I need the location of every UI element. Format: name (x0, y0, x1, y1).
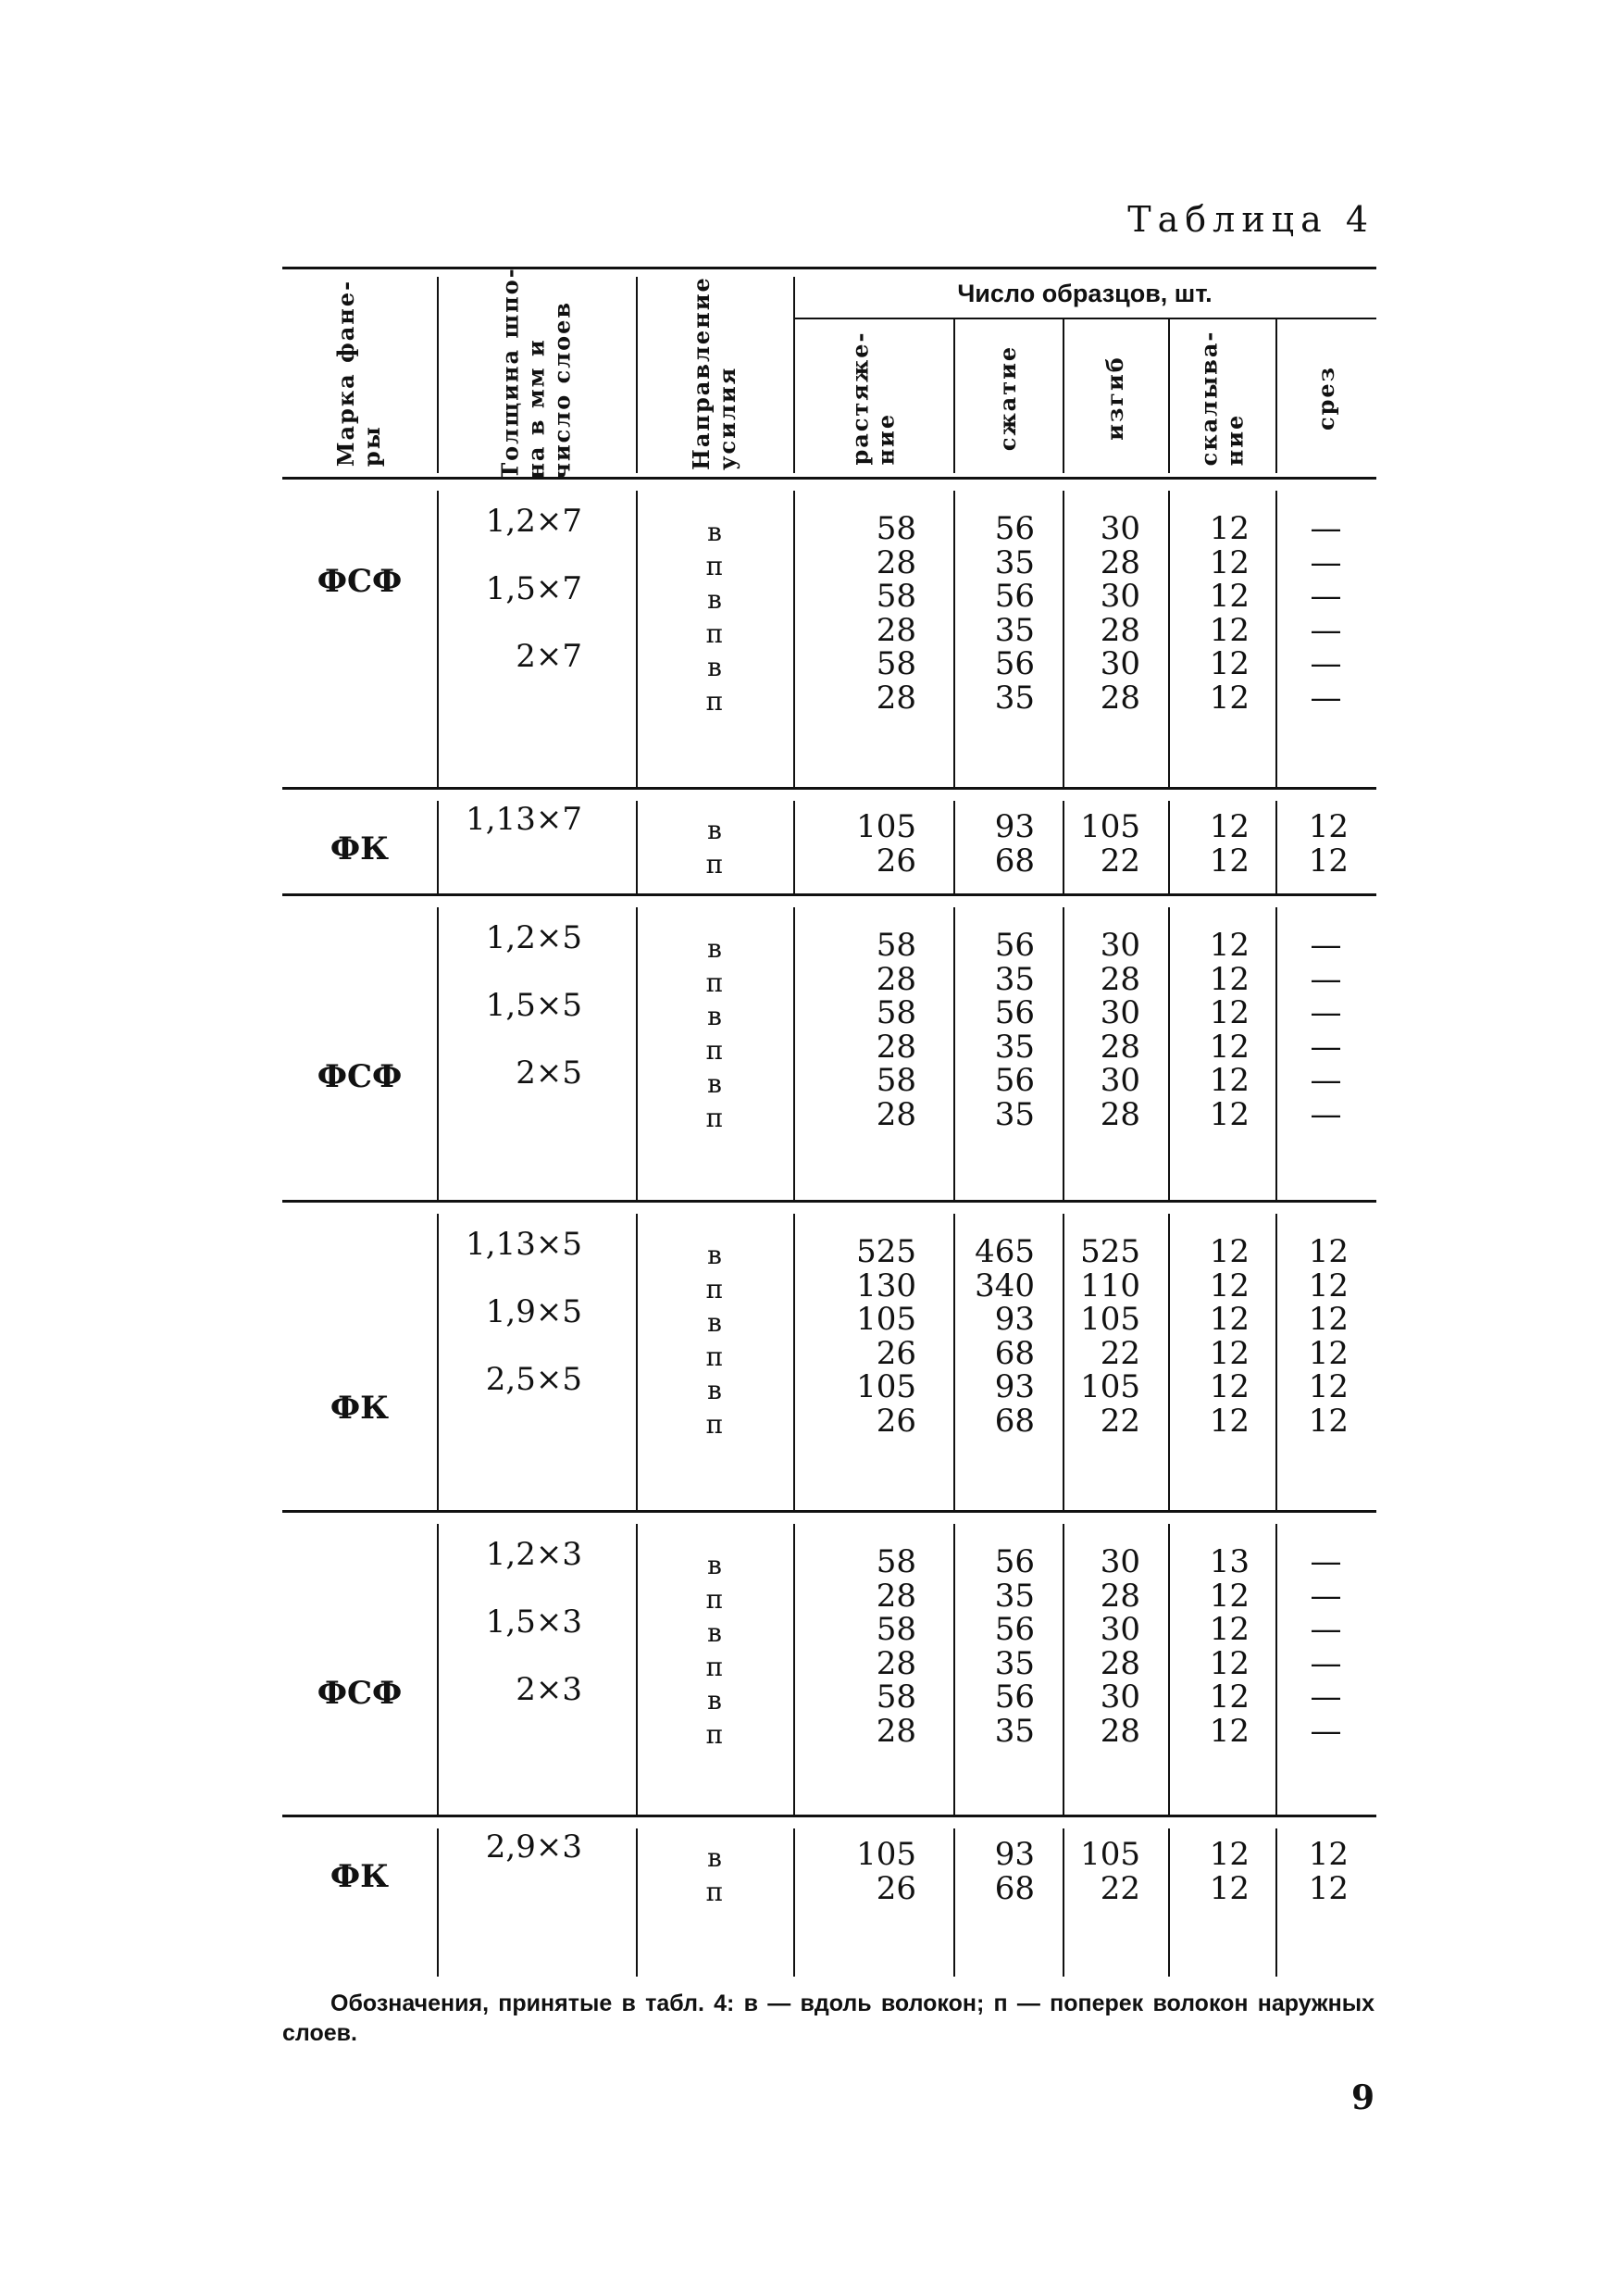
count-column-cut (1275, 1838, 1376, 1905)
count-value: 26 (876, 1869, 916, 1907)
count-value: 28 (876, 1712, 916, 1750)
direction-value: в (707, 652, 722, 682)
count-column-shear-chip (1168, 1545, 1275, 1748)
header-mark (282, 269, 437, 477)
count-value: 35 (994, 543, 1035, 581)
count-value: 56 (994, 927, 1035, 964)
thickness-column (437, 1830, 636, 1898)
plywood-grade: ФСФ (317, 1675, 403, 1712)
direction-value: в (707, 1375, 722, 1405)
row-group (282, 1510, 1376, 1815)
count-value: — (1310, 927, 1342, 964)
count-value: 56 (994, 510, 1035, 547)
header-label: растяже- ние (846, 331, 900, 466)
count-value: 12 (1308, 1301, 1349, 1338)
count-column-bending (1063, 1838, 1168, 1905)
direction-value: п (705, 1718, 724, 1750)
direction-column (636, 1549, 793, 1752)
count-value: 35 (994, 1712, 1035, 1750)
thickness-value: 2×3 (516, 1671, 582, 1708)
count-value: — (1310, 1611, 1342, 1648)
direction-value: п (705, 1876, 724, 1907)
count-value: — (1310, 578, 1342, 615)
count-value: 28 (876, 960, 916, 998)
count-value: — (1310, 1095, 1342, 1133)
header-shear-chip (1168, 319, 1275, 477)
count-value: 12 (1209, 543, 1250, 581)
count-value: 26 (876, 1334, 916, 1372)
header-sample-count: Число образцов, шт. (793, 269, 1376, 319)
direction-value: п (705, 1341, 724, 1372)
count-value: 12 (1209, 1095, 1250, 1133)
count-value: 28 (1100, 1712, 1140, 1750)
direction-value: в (707, 1617, 722, 1648)
thickness-value: 2,9×3 (485, 1828, 582, 1866)
count-value: 93 (994, 1368, 1035, 1405)
count-value: 58 (876, 994, 916, 1031)
direction-value: п (705, 685, 724, 717)
thickness-value: 1,2×7 (485, 503, 582, 540)
count-value: 12 (1209, 1678, 1250, 1716)
direction-value: в (707, 1550, 722, 1580)
count-value: 22 (1100, 1402, 1140, 1440)
count-value: 35 (994, 1577, 1035, 1615)
thickness-column (437, 1228, 636, 1430)
direction-value: п (705, 1408, 724, 1440)
thickness-column (437, 1538, 636, 1741)
count-value: 105 (856, 1368, 916, 1405)
count-value: 35 (994, 1095, 1035, 1133)
count-value: 105 (1080, 1836, 1140, 1873)
direction-value: п (705, 1034, 724, 1066)
count-value: 110 (1080, 1267, 1140, 1304)
count-column-cut (1275, 810, 1376, 878)
count-value: 12 (1209, 1611, 1250, 1648)
header-label: изгиб (1101, 356, 1128, 441)
count-value: 93 (994, 1836, 1035, 1873)
count-value: 58 (876, 927, 916, 964)
count-value: 28 (876, 1644, 916, 1682)
count-column-compression (953, 1235, 1063, 1438)
header-label: сжатие (994, 344, 1021, 452)
count-value: 12 (1209, 1368, 1250, 1405)
page-number: 9 (1350, 2078, 1374, 2117)
thickness-column (437, 921, 636, 1124)
column-divider (793, 277, 795, 473)
count-value: 28 (1100, 679, 1140, 717)
direction-value: в (707, 1068, 722, 1099)
direction-value: в (707, 517, 722, 547)
thickness-value: 1,5×3 (485, 1603, 582, 1641)
count-column-cut (1275, 929, 1376, 1131)
direction-value: п (705, 550, 724, 581)
count-value: 12 (1308, 1267, 1349, 1304)
thickness-value: 2×7 (516, 638, 582, 675)
count-value: 93 (994, 808, 1035, 845)
count-column-compression (953, 1545, 1063, 1748)
count-value: 12 (1209, 578, 1250, 615)
count-value: 12 (1209, 645, 1250, 682)
direction-value: п (705, 1102, 724, 1133)
count-value: 465 (975, 1233, 1035, 1270)
plywood-grade: ФК (330, 1390, 390, 1427)
thickness-value: 2,5×5 (485, 1361, 582, 1398)
count-value: 28 (1100, 1644, 1140, 1682)
table-header (282, 267, 1376, 480)
count-column-bending (1063, 1235, 1168, 1438)
count-column-tension (793, 1545, 953, 1748)
count-column-tension (793, 512, 953, 715)
count-value: — (1310, 1678, 1342, 1716)
plywood-grade: ФСФ (317, 563, 403, 600)
direction-value: в (707, 933, 722, 964)
thickness-value: 1,5×7 (485, 570, 582, 607)
count-value: 105 (1080, 1368, 1140, 1405)
count-value: 12 (1209, 808, 1250, 845)
count-value: 56 (994, 994, 1035, 1031)
count-value: 26 (876, 1402, 916, 1440)
count-value: 12 (1209, 1062, 1250, 1099)
direction-value: п (705, 848, 724, 880)
count-value: 28 (1100, 1028, 1140, 1066)
count-value: 28 (876, 679, 916, 717)
thickness-value: 1,5×5 (485, 987, 582, 1024)
count-value: 35 (994, 611, 1035, 649)
count-column-tension (793, 810, 953, 878)
count-value: 12 (1209, 679, 1250, 717)
count-value: 30 (1100, 1543, 1140, 1580)
row-group (282, 1200, 1376, 1510)
count-value: 35 (994, 1028, 1035, 1066)
count-value: 12 (1209, 1869, 1250, 1907)
count-column-bending (1063, 512, 1168, 715)
count-value: 30 (1100, 510, 1140, 547)
count-value: — (1310, 1543, 1342, 1580)
direction-value: в (707, 1001, 722, 1031)
samples-table (282, 267, 1376, 1977)
direction-value: в (707, 1842, 722, 1873)
count-value: 12 (1209, 1712, 1250, 1750)
count-value: 12 (1209, 1836, 1250, 1873)
direction-column (636, 1841, 793, 1909)
direction-column (636, 814, 793, 881)
direction-column (636, 932, 793, 1135)
count-value: 12 (1209, 1577, 1250, 1615)
count-value: — (1310, 679, 1342, 717)
count-value: 12 (1308, 1869, 1349, 1907)
direction-value: в (707, 1685, 722, 1716)
count-value: 58 (876, 1678, 916, 1716)
thickness-value: 1,2×3 (485, 1536, 582, 1573)
plywood-grade: ФСФ (317, 1058, 403, 1095)
count-column-compression (953, 512, 1063, 715)
count-value: 68 (994, 1402, 1035, 1440)
direction-value: п (705, 1273, 724, 1304)
count-value: 12 (1209, 1402, 1250, 1440)
plywood-grade: ФК (330, 1858, 390, 1895)
count-value: — (1310, 994, 1342, 1031)
direction-column (636, 516, 793, 718)
count-value: 22 (1100, 842, 1140, 880)
header-label: Марка фане- ры (332, 279, 386, 468)
count-value: — (1310, 1577, 1342, 1615)
row-group (282, 1815, 1376, 1977)
header-bending (1063, 319, 1168, 477)
count-column-shear-chip (1168, 929, 1275, 1131)
count-value: 30 (1100, 927, 1140, 964)
count-value: 93 (994, 1301, 1035, 1338)
count-value: 68 (994, 1869, 1035, 1907)
count-value: 35 (994, 1644, 1035, 1682)
count-value: — (1310, 611, 1342, 649)
count-column-compression (953, 929, 1063, 1131)
count-value: — (1310, 510, 1342, 547)
count-value: 28 (876, 1095, 916, 1133)
count-value: 30 (1100, 1678, 1140, 1716)
count-value: 56 (994, 1678, 1035, 1716)
column-divider (1063, 319, 1064, 473)
row-group (282, 477, 1376, 787)
count-value: 12 (1308, 1368, 1349, 1405)
count-column-tension (793, 1838, 953, 1905)
count-value: 28 (876, 611, 916, 649)
count-value: 12 (1209, 1028, 1250, 1066)
count-value: 105 (856, 1836, 916, 1873)
count-column-shear-chip (1168, 1235, 1275, 1438)
header-label: Толщина шпо- на в мм и число слоев (496, 267, 576, 480)
count-value: 12 (1308, 1836, 1349, 1873)
thickness-value: 1,13×7 (466, 801, 582, 838)
count-value: 12 (1308, 1233, 1349, 1270)
count-column-cut (1275, 1545, 1376, 1748)
count-column-tension (793, 1235, 953, 1438)
count-column-tension (793, 929, 953, 1131)
header-label: скалыва- ние (1195, 330, 1249, 467)
count-value: 58 (876, 1543, 916, 1580)
table-title: Таблица 4 (1127, 199, 1374, 240)
direction-value: п (705, 1583, 724, 1615)
column-divider (437, 277, 439, 473)
count-value: 26 (876, 842, 916, 880)
count-value: 30 (1100, 1611, 1140, 1648)
count-value: 30 (1100, 645, 1140, 682)
direction-value: п (705, 1651, 724, 1682)
count-column-compression (953, 1838, 1063, 1905)
count-value: 35 (994, 679, 1035, 717)
direction-value: в (707, 584, 722, 615)
header-label: срез (1312, 366, 1339, 430)
count-value: 28 (1100, 1577, 1140, 1615)
count-column-shear-chip (1168, 810, 1275, 878)
count-value: 105 (856, 1301, 916, 1338)
count-column-compression (953, 810, 1063, 878)
direction-value: в (707, 815, 722, 845)
count-value: 56 (994, 578, 1035, 615)
direction-value: п (705, 618, 724, 649)
thickness-column (437, 803, 636, 870)
count-value: 525 (856, 1233, 916, 1270)
count-column-bending (1063, 929, 1168, 1131)
count-value: 525 (1080, 1233, 1140, 1270)
count-column-shear-chip (1168, 512, 1275, 715)
count-value: 105 (1080, 1301, 1140, 1338)
count-value: — (1310, 1062, 1342, 1099)
count-value: 12 (1209, 960, 1250, 998)
count-value: 68 (994, 1334, 1035, 1372)
count-value: 12 (1209, 611, 1250, 649)
count-value: — (1310, 645, 1342, 682)
direction-value: п (705, 967, 724, 998)
direction-value: в (707, 1307, 722, 1338)
count-value: 12 (1209, 1334, 1250, 1372)
count-column-shear-chip (1168, 1838, 1275, 1905)
count-value: — (1310, 543, 1342, 581)
column-divider (953, 319, 955, 473)
count-value: 28 (876, 543, 916, 581)
count-value: 56 (994, 645, 1035, 682)
count-value: 58 (876, 1062, 916, 1099)
thickness-column (437, 505, 636, 707)
count-value: 28 (1100, 543, 1140, 581)
count-value: 12 (1209, 1233, 1250, 1270)
direction-value: в (707, 1240, 722, 1270)
count-value: — (1310, 960, 1342, 998)
count-value: 12 (1308, 1402, 1349, 1440)
count-value: 12 (1209, 994, 1250, 1031)
column-divider (636, 277, 638, 473)
header-tension (793, 319, 953, 477)
count-value: 12 (1308, 1334, 1349, 1372)
count-value: 22 (1100, 1334, 1140, 1372)
count-value: 56 (994, 1611, 1035, 1648)
thickness-value: 1,13×5 (466, 1226, 582, 1263)
count-value: — (1310, 1644, 1342, 1682)
count-value: 28 (1100, 611, 1140, 649)
count-value: 58 (876, 578, 916, 615)
count-value: 12 (1308, 808, 1349, 845)
count-value: 130 (856, 1267, 916, 1304)
count-value: 105 (856, 808, 916, 845)
count-value: 105 (1080, 808, 1140, 845)
legend-note: Обозначения, принятые в табл. 4: в — вдоль волокон; п — поперек волокон наружных слоев. (282, 1990, 1374, 2046)
count-value: 28 (1100, 960, 1140, 998)
count-value: 58 (876, 645, 916, 682)
count-value: 58 (876, 1611, 916, 1648)
header-thickness (437, 267, 636, 480)
count-value: 12 (1209, 1301, 1250, 1338)
count-value: 30 (1100, 578, 1140, 615)
count-column-bending (1063, 810, 1168, 878)
count-value: 12 (1209, 927, 1250, 964)
row-group (282, 787, 1376, 893)
count-value: 12 (1209, 1267, 1250, 1304)
plywood-grade: ФК (330, 830, 390, 867)
count-column-cut (1275, 1235, 1376, 1438)
column-divider (1275, 319, 1277, 473)
count-value: 12 (1209, 510, 1250, 547)
count-column-bending (1063, 1545, 1168, 1748)
count-value: 56 (994, 1062, 1035, 1099)
thickness-value: 2×5 (516, 1054, 582, 1092)
count-value: 12 (1209, 842, 1250, 880)
count-column-cut (1275, 512, 1376, 715)
direction-column (636, 1239, 793, 1441)
count-value: 22 (1100, 1869, 1140, 1907)
thickness-value: 1,9×5 (485, 1293, 582, 1330)
count-value: 56 (994, 1543, 1035, 1580)
thickness-value: 1,2×5 (485, 919, 582, 956)
count-value: 68 (994, 842, 1035, 880)
header-direction (636, 269, 793, 477)
header-cut (1275, 319, 1376, 477)
count-value: 13 (1209, 1543, 1250, 1580)
header-compression (953, 319, 1063, 477)
count-value: 12 (1209, 1644, 1250, 1682)
count-value: 12 (1308, 842, 1349, 880)
count-value: 28 (876, 1577, 916, 1615)
count-value: 28 (1100, 1095, 1140, 1133)
header-label: Направление усилия (688, 276, 741, 470)
count-value: 30 (1100, 994, 1140, 1031)
column-divider (1168, 319, 1170, 473)
count-value: 340 (975, 1267, 1035, 1304)
count-value: 35 (994, 960, 1035, 998)
count-value: 58 (876, 510, 916, 547)
row-group (282, 893, 1376, 1200)
count-value: 30 (1100, 1062, 1140, 1099)
count-value: — (1310, 1712, 1342, 1750)
count-value: — (1310, 1028, 1342, 1066)
count-value: 28 (876, 1028, 916, 1066)
